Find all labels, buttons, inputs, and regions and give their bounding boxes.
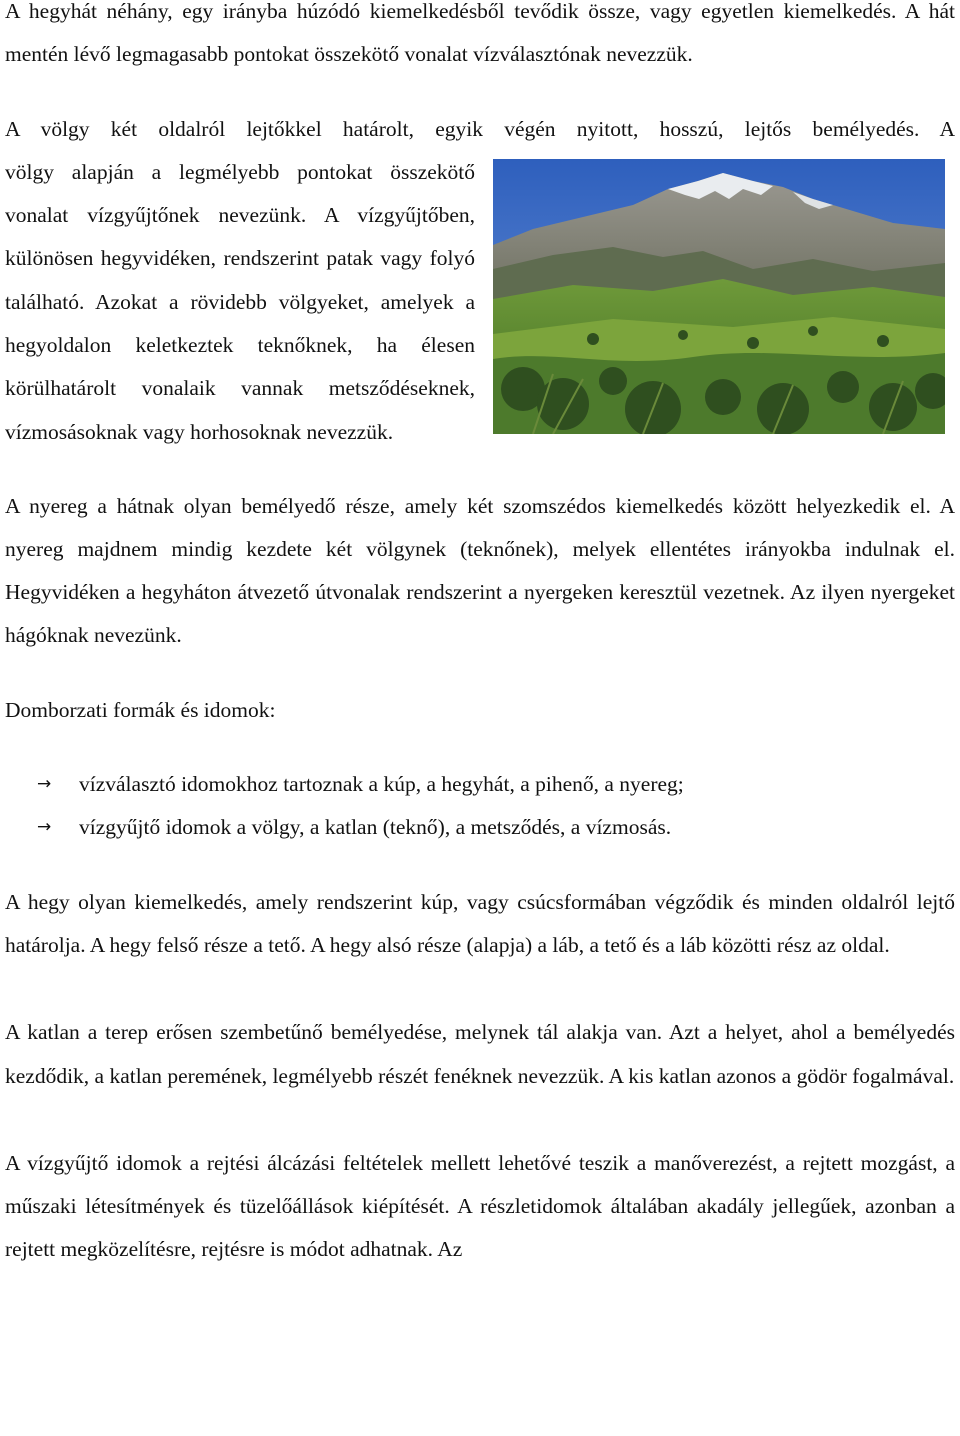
paragraph-valley: völgy alapján a legmélyebb pontokat összekötő vonalat vízgyűjtőnek nevezünk. A vízgyűjtőben, különösen hegyvidéken, rendszerint patak vagy folyó található. Azokat a rövidebb völgyeket, amelyek a hegyoldalon keletkeztek teknőknek, ha élesen körülhatárolt vonalaik vannak metsződéseknek, vízmosásoknak vagy horhosoknak nevezzük. [5, 159, 475, 444]
forms-list [5, 763, 955, 850]
list-item-text: vízválasztó idomokhoz tartoznak a kúp, a hegyhát, a pihenő, a nyereg; [79, 772, 684, 797]
valley-section [5, 108, 955, 454]
forms-heading: Domborzati formák és idomok: [5, 697, 276, 722]
mountain-landscape-photo [493, 159, 945, 434]
document-page [5, 0, 955, 1272]
paragraph-catchment: A vízgyűjtő idomok a rejtési álcázási feltételek mellett lehetővé teszik a manőverezést, a rejtett mozgást, a műszaki létesítmények és tüzelőállások kiépítését. A részletidomok általában akadály jellegűek, azonban a rejtett megközelítésre, rejtésre is módot adhatnak. Az [5, 1150, 955, 1262]
paragraph-valley-first-line: A völgy két oldalról lejtőkkel határolt, egyik végén nyitott, hosszú, lejtős bemélyedés. A [5, 116, 955, 141]
paragraph-mountain: A hegy olyan kiemelkedés, amely rendszerint kúp, vagy csúcsformában végződik és minden oldalról lejtő határolja. A hegy felső része a tető. A hegy alsó része (alapja) a láb, a tető és a láb közötti rész az oldal. [5, 889, 955, 957]
arrow-right-icon: → [37, 774, 52, 795]
list-item [5, 806, 955, 849]
paragraph-ridge: A hegyhát néhány, egy irányba húzódó kiemelkedésből tevődik össze, vagy egyetlen kiemelkedés. A hát mentén lévő legmagasabb pontokat összekötő vonalat vízválasztónak nevezzük. [5, 0, 955, 67]
paragraph-saddle: A nyereg a hátnak olyan bemélyedő része, amely két szomszédos kiemelkedés között helyezkedik el. A nyereg majdnem mindig kezdete két völgynek (teknőnek), melyek ellentétes irányokba indulnak el. Hegyvidéken a hegyháton átvezető útvonalak rendszerint a nyergeken keresztül vezetnek. Az ilyen nyergeket hágóknak nevezünk. [5, 493, 955, 648]
list-item-text: vízgyűjtő idomok a völgy, a katlan (teknő), a metsződés, a vízmosás. [79, 815, 672, 840]
arrow-right-icon: → [37, 817, 52, 838]
paragraph-basin: A katlan a terep erősen szembetűnő bemélyedése, melynek tál alakja van. Azt a helyet, ahol a bemélyedés kezdődik, a katlan peremének, legmélyebb részét fenéknek nevezzük. A kis katlan azonos a gödör fogalmával. [5, 1020, 955, 1088]
list-item [5, 763, 955, 806]
